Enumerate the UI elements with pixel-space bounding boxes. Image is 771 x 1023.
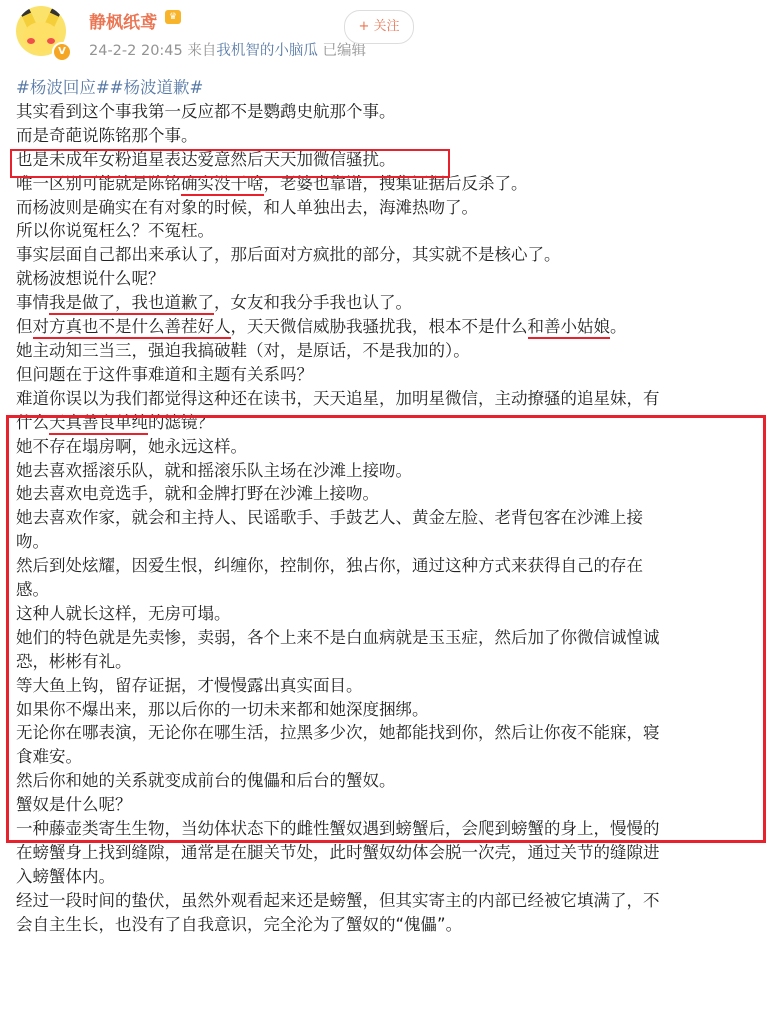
hashtags[interactable] <box>16 76 756 100</box>
text-line: 事实层面自己都出来承认了，那后面对方疯批的部分，其实就不是核心了。 <box>16 245 561 265</box>
highlight-box-section <box>6 415 766 843</box>
highlight-box-line <box>10 149 450 178</box>
avatar-cheek-right <box>47 38 55 44</box>
text-line: 蟹奴是什么呢？ <box>16 795 132 815</box>
text-line: 但问题在于这件事难道和主题有关系吗？ <box>16 364 313 384</box>
hashtag-link[interactable]: #杨波回应##杨波道歉# <box>16 78 204 97</box>
text-line: 就杨波想说什么呢？ <box>16 269 165 289</box>
text-line: 如果你不爆出来，那以后你的一切未来都和她深度捆绑。 <box>16 699 429 719</box>
verified-icon: V <box>52 42 72 62</box>
text-line: 这种人就长这样，无房可塌。 <box>16 603 231 623</box>
text-line: 然后你和她的关系就变成前台的傀儡和后台的蟹奴。 <box>16 771 396 791</box>
text-line: 她们的特色就是先卖惨，卖弱，各个上来不是白血病就是玉玉症，然后加了你微信诚惶诚 <box>16 627 660 647</box>
text-line: 什么天真善良单纯的滤镜？ <box>16 411 756 435</box>
text-line: 食难安。 <box>16 747 82 767</box>
text-line: 她去喜欢电竞选手，就和金牌打野在沙滩上接吻。 <box>16 484 379 504</box>
post-header <box>0 0 771 72</box>
text-line: 然后到处炫耀，因爱生恨，纠缠你，控制你，独占你，通过这种方式来获得自己的存在 <box>16 556 643 576</box>
text-line: 在螃蟹身上找到缝隙，通常是在腿关节处，此时蟹奴幼体会脱一次壳，通过关节的缝隙进 <box>16 843 660 862</box>
text-line: 其实看到这个事我第一反应都不是鹦鹉史航那个事。 <box>16 101 396 121</box>
text-line: 她去喜欢摇滚乐队，就和摇滚乐队主场在沙滩上接吻。 <box>16 460 412 480</box>
text-line: 所以你说冤枉么？不冤枉。 <box>16 221 214 241</box>
underlined-phrase: 和善小姑娘 <box>528 317 611 339</box>
vip-crown-icon: ♛ <box>165 10 181 24</box>
text-line: 难道你误以为我们都觉得这种还在读书，天天追星，加明星微信，主动撩骚的追星妹，有 <box>16 388 660 408</box>
text-line: 吻。 <box>16 532 49 552</box>
text-line: 入螃蟹体内。 <box>16 866 115 886</box>
post-meta <box>89 39 366 60</box>
text-line: 她去喜欢作家，就会和主持人、民谣歌手、手鼓艺人、黄金左脸、老背包客在沙滩上接 <box>16 508 643 528</box>
source-link[interactable]: 我机智的小脑瓜 <box>216 43 318 59</box>
timestamp: 24-2-2 20:45 <box>89 43 183 59</box>
text-line: 事情我是做了，我也道歉了，女友和我分手我也认了。 <box>16 291 756 315</box>
text-line: 恐，彬彬有礼。 <box>16 651 132 671</box>
text-line: 经过一段时间的蛰伏，虽然外观看起来还是螃蟹，但其实寄主的内部已经被它填满了，不 <box>16 890 660 910</box>
underlined-phrase: 对方真也不是什么善茬好人 <box>33 317 231 339</box>
username[interactable]: 静枫纸鸢 <box>89 13 157 33</box>
underlined-phrase: 天真善良单纯 <box>49 413 148 435</box>
text-line: 但对方真也不是什么善茬好人，天天微信威胁我骚扰我，根本不是什么和善小姑娘。 <box>16 315 756 339</box>
underlined-phrase: 确实没干啥 <box>181 174 264 196</box>
source-prefix: 来自 <box>187 43 217 59</box>
text-line: 唯一区别可能就是陈铭确实没干啥，老婆也靠谱，搜集证据后反杀了。 <box>16 172 756 196</box>
underlined-phrase: 我是做了，我也道歉了 <box>49 293 214 315</box>
avatar-cheek-left <box>27 38 35 44</box>
text-line: 无论你在哪表演，无论你在哪生活，拉黑多少次，她都能找到你，然后让你夜不能寐，寝 <box>16 723 660 743</box>
text-line: 感。 <box>16 580 49 600</box>
edited-label[interactable]: 已编辑 <box>322 43 366 59</box>
text-line: 她主动知三当三，强迫我搞破鞋（对，是原话，不是我加的）。 <box>16 340 470 360</box>
text-line: 她不存在塌房啊，她永远这样。 <box>16 436 247 456</box>
follow-button[interactable]: + 关注 <box>344 10 414 44</box>
text-line: 而是奇葩说陈铭那个事。 <box>16 125 198 145</box>
text-line: 而杨波则是确实在有对象的时候，和人单独出去，海滩热吻了。 <box>16 197 478 217</box>
text-line: 也是未成年女粉追星表达爱意然后天天加微信骚扰。 <box>16 149 396 169</box>
text-line: 会自主生长，也没有了自我意识，完全沦为了蟹奴的“傀儡”。 <box>16 914 463 934</box>
text-line: 一种藤壶类寄生生物，当幼体状态下的雌性蟹奴遇到螃蟹后，会爬到螃蟹的身上，慢慢的 <box>16 819 660 839</box>
text-line: 等大鱼上钩，留存证据，才慢慢露出真实面目。 <box>16 675 363 695</box>
